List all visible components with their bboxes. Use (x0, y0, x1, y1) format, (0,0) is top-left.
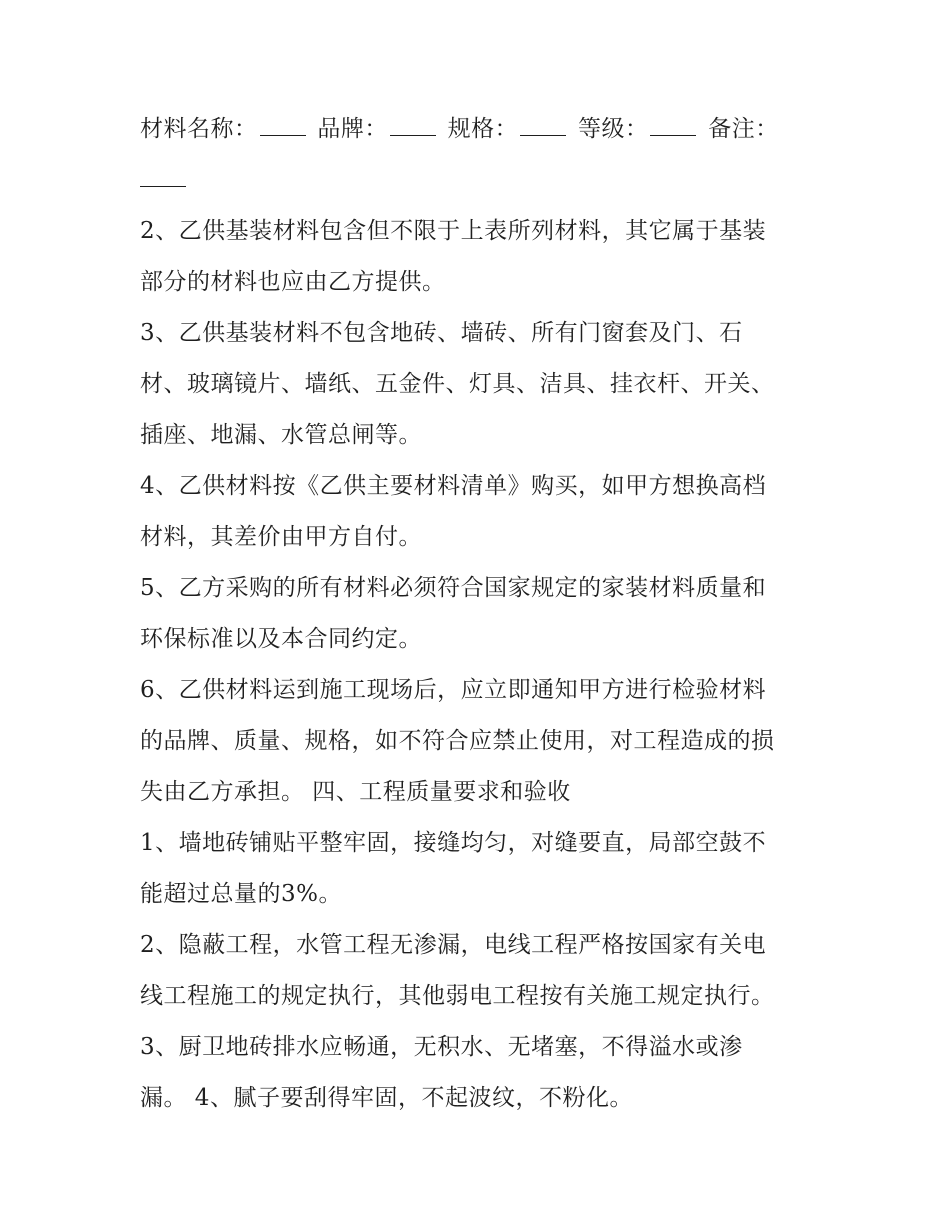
paragraph-quality-3 (140, 1022, 820, 1124)
paragraph-item-2 (140, 206, 820, 308)
document-body (140, 104, 820, 1124)
material-name-label: 材料名称： (140, 116, 258, 142)
paragraph-quality-1 (140, 818, 820, 920)
text-line: 插座、地漏、水管总闸等。 (140, 422, 422, 448)
paragraph-item-3 (140, 308, 820, 461)
spec-label: 规格： (447, 116, 519, 142)
paragraph-quality-2 (140, 920, 820, 1022)
text-line: 能超过总量的3%。 (140, 881, 342, 907)
text-line: 失由乙方承担。 四、工程质量要求和验收 (140, 779, 571, 805)
text-line: 的品牌、质量、规格，如不符合应禁止使用，对工程造成的损 (140, 728, 775, 754)
text-line: 部分的材料也应由乙方提供。 (140, 269, 446, 295)
note-label: 备注： (708, 116, 779, 142)
brand-blank (390, 117, 436, 136)
note-blank-line (140, 155, 820, 206)
text-line: 5、乙方采购的所有材料必须符合国家规定的家装材料质量和 (140, 575, 767, 601)
text-line: 漏。 4、腻子要刮得牢固，不起波纹，不粉化。 (140, 1085, 633, 1111)
text-line: 3、乙供基装材料不包含地砖、墙砖、所有门窗套及门、石 (140, 320, 743, 346)
material-fields (140, 104, 820, 206)
paragraph-item-6 (140, 665, 820, 818)
material-name-blank (260, 117, 306, 136)
note-blank (140, 168, 186, 187)
text-line: 2、乙供基装材料包含但不限于上表所列材料，其它属于基装 (140, 218, 767, 244)
text-line: 4、乙供材料按《乙供主要材料清单》购买，如甲方想换高档 (140, 473, 767, 499)
material-fields-line (140, 104, 820, 155)
text-line: 2、隐蔽工程，水管工程无渗漏，电线工程严格按国家有关电 (140, 932, 767, 958)
text-line: 线工程施工的规定执行，其他弱电工程按有关施工规定执行。 (140, 983, 775, 1009)
text-line: 3、厨卫地砖排水应畅通，无积水、无堵塞，不得溢水或渗 (140, 1034, 743, 1060)
text-line: 环保标准以及本合同约定。 (140, 626, 422, 652)
brand-label: 品牌： (317, 116, 388, 142)
grade-blank (650, 117, 696, 136)
text-line: 1、墙地砖铺贴平整牢固，接缝均匀，对缝要直，局部空鼓不 (140, 830, 767, 856)
text-line: 材、玻璃镜片、墙纸、五金件、灯具、洁具、挂衣杆、开关、 (140, 371, 775, 397)
paragraph-item-5 (140, 563, 820, 665)
text-line: 6、乙供材料运到施工现场后，应立即通知甲方进行检验材料 (140, 677, 767, 703)
paragraph-item-4 (140, 461, 820, 563)
grade-label: 等级： (577, 116, 649, 142)
spec-blank (520, 117, 566, 136)
text-line: 材料，其差价由甲方自付。 (140, 524, 422, 550)
